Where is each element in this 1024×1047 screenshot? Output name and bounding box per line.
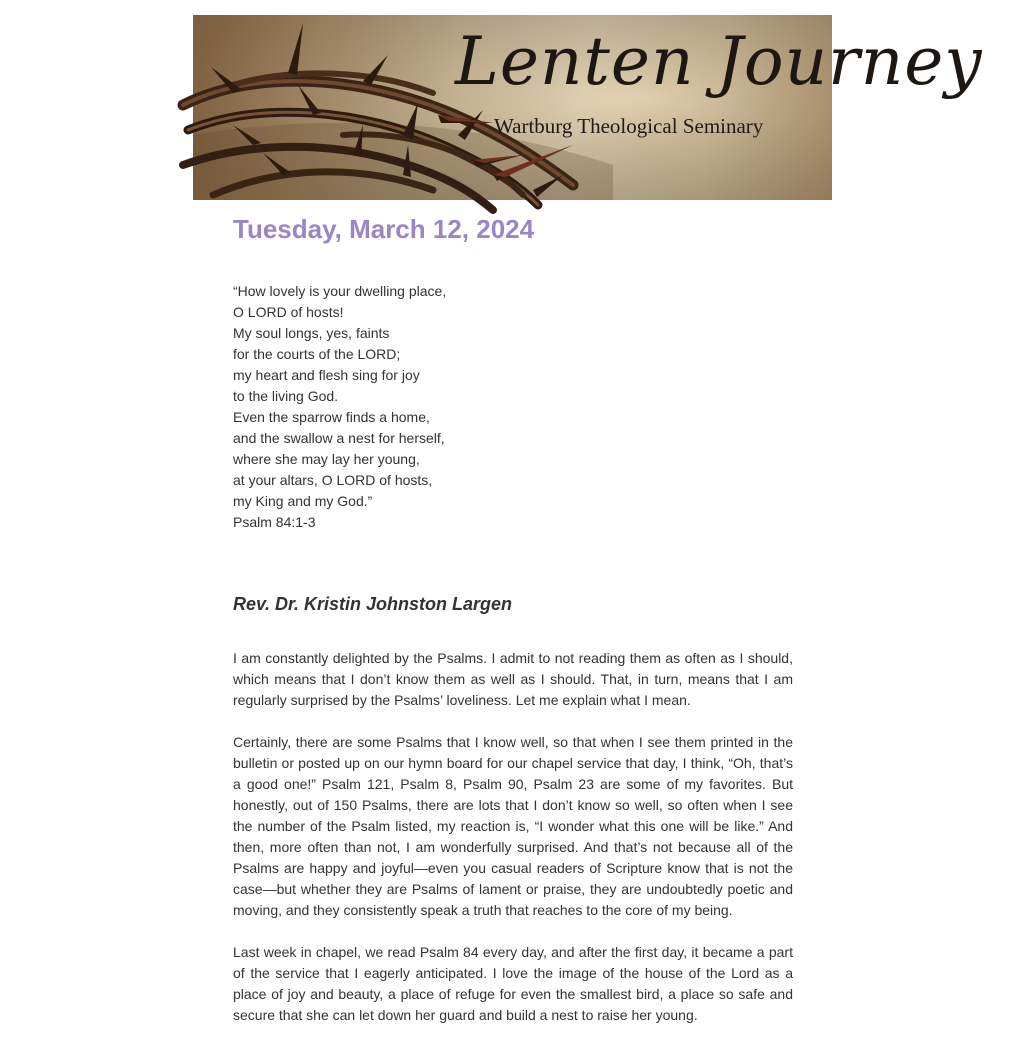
verse-line: Even the sparrow finds a home,	[233, 409, 430, 425]
verse-line: at your altars, O LORD of hosts,	[233, 472, 433, 488]
banner-title: Lenten Journey	[455, 23, 983, 100]
verse-line: and the swallow a nest for herself,	[233, 430, 445, 446]
paragraph: Certainly, there are some Psalms that I know well, so that when I see them printed in the bulletin or posted up on our hymn board for our chapel service that day, I think, “Oh, that’s a good one!” Psalm 121, Psalm 8, Psalm 90, Psalm 23 are some of my favorites. But honestly, out of 150 Psalms, there are lots that I don’t know so well, so often when I see the number of the Psalm listed, my reaction is, “I wonder what this one will be like.” And then, more often than not, I am wonderfully surprised. And that’s not because all of the Psalms are happy and joyful—even you casual readers of Scripture know that is not the case—but whether they are Psalms of lament or praise, they are undoubtedly poetic and moving, and they consistently speak a truth that reaches to the core of my being.	[233, 734, 793, 918]
verse-line: My soul longs, yes, faints	[233, 325, 390, 341]
verse-line: “How lovely is your dwelling place,	[233, 283, 447, 299]
devotional-body	[233, 648, 793, 1047]
date-heading: Tuesday, March 12, 2024	[233, 214, 535, 244]
scripture-passage	[233, 281, 446, 533]
verse-line: for the courts of the LORD;	[233, 346, 401, 362]
paragraph: Last week in chapel, we read Psalm 84 every day, and after the first day, it became a part of the service that I eagerly anticipated. I love the image of the house of the Lord as a place of joy and beauty, a place of refuge for even the smallest bird, a place so safe and secure that she can let down her guard and build a nest to raise her young.	[233, 944, 793, 1023]
verse-line: my heart and flesh sing for joy	[233, 367, 420, 383]
paragraph: I am constantly delighted by the Psalms. I admit to not reading them as often as I should, which means that I don’t know them as well as I should. That, in turn, means that I am regularly surprised by the Psalms’ loveliness. Let me explain what I mean.	[233, 650, 793, 708]
verse-line: where she may lay her young,	[233, 451, 420, 467]
verse-line: my King and my God.”	[233, 493, 373, 509]
scripture-reference: Psalm 84:1-3	[233, 514, 316, 530]
header-banner	[193, 15, 983, 200]
author-name: Rev. Dr. Kristin Johnston Largen	[233, 594, 513, 614]
verse-line: to the living God.	[233, 388, 339, 404]
verse-line: O LORD of hosts!	[233, 304, 344, 320]
banner-subtitle: Wartburg Theological Seminary	[494, 114, 764, 138]
